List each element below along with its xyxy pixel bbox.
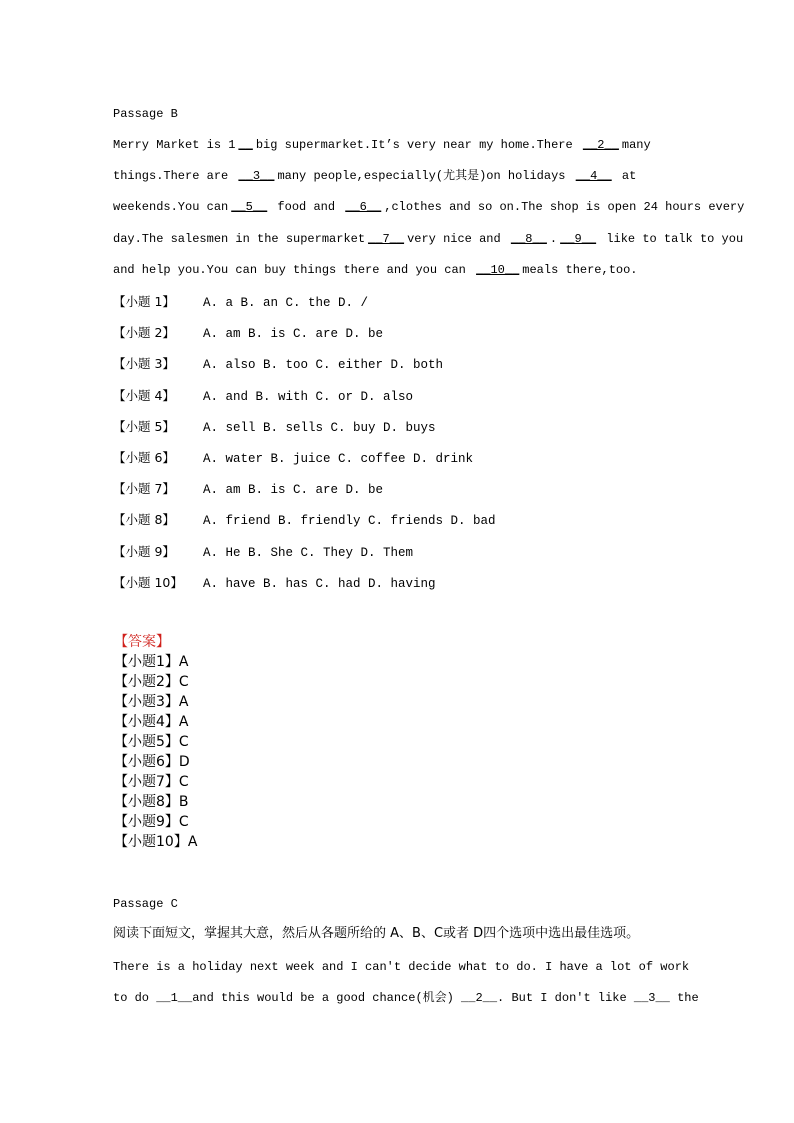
question-options: A. friend B. friendly C. friends D. bad bbox=[203, 514, 496, 528]
passage-b-line-3: weekends.You can __5__ food and __6__ ,clothes and so on.The shop is open 24 hours every bbox=[113, 200, 745, 214]
passage-b-line-5: and help you.You can buy things there and you can __10__ meals there,too. bbox=[113, 263, 638, 277]
question-options: A. water B. juice C. coffee D. drink bbox=[203, 452, 474, 466]
passage-c-instruction: 阅读下面短文，掌握其大意，然后从各题所给的 A、B、C或者 D四个选项中选出最佳选项。 bbox=[113, 926, 640, 941]
blank-2: __2__ bbox=[582, 138, 619, 152]
passage-b-line-1: Merry Market is 1 __ big supermarket.It’s very near my home.There __2__ many bbox=[113, 138, 651, 152]
blank-4: __4__ bbox=[575, 169, 612, 183]
question-options: A. and B. with C. or D. also bbox=[203, 390, 414, 404]
answer-item: 【小题5】C bbox=[114, 734, 189, 750]
passage-c-line-2: to do __1__and this would be a good chance(机会) __2__. But I don't like __3__ the bbox=[113, 991, 699, 1005]
question-options: A. a B. an C. the D. / bbox=[203, 296, 369, 310]
passage-c-line-1: There is a holiday next week and I can't decide what to do. I have a lot of work bbox=[113, 960, 690, 974]
answer-title: 【答案】 bbox=[114, 634, 170, 650]
passage-c-heading: Passage C bbox=[113, 897, 178, 911]
question-2 bbox=[113, 323, 383, 341]
blank-9: __9__ bbox=[560, 232, 597, 246]
blank-10: __10__ bbox=[476, 263, 520, 277]
question-9 bbox=[113, 542, 413, 560]
question-label: 【小题 1】 bbox=[113, 294, 175, 309]
answer-item: 【小题10】A bbox=[114, 834, 198, 850]
question-1 bbox=[113, 292, 368, 310]
question-label: 【小题 2】 bbox=[113, 325, 175, 340]
blank-5: __5__ bbox=[231, 200, 268, 214]
question-options: A. He B. She C. They D. Them bbox=[203, 546, 414, 560]
question-10 bbox=[113, 573, 436, 591]
passage-b-line-4: day.The salesmen in the supermarket __7__ very nice and __8__ . __9__ like to talk to you bbox=[113, 232, 744, 246]
answer-item: 【小题3】A bbox=[114, 694, 189, 710]
question-label: 【小题 6】 bbox=[113, 450, 175, 465]
question-label: 【小题 3】 bbox=[113, 356, 175, 371]
question-label: 【小题 10】 bbox=[113, 575, 183, 590]
question-label: 【小题 4】 bbox=[113, 388, 175, 403]
question-5 bbox=[113, 417, 436, 435]
question-3 bbox=[113, 354, 443, 372]
question-options: A. am B. is C. are D. be bbox=[203, 327, 384, 341]
question-options: A. also B. too C. either D. both bbox=[203, 358, 444, 372]
blank-3: __3__ bbox=[238, 169, 275, 183]
answer-item: 【小题7】C bbox=[114, 774, 189, 790]
answer-item: 【小题1】A bbox=[114, 654, 189, 670]
question-options: A. have B. has C. had D. having bbox=[203, 577, 436, 591]
question-7 bbox=[113, 479, 383, 497]
question-4 bbox=[113, 386, 413, 404]
answer-item: 【小题9】C bbox=[114, 814, 189, 830]
question-label: 【小题 8】 bbox=[113, 512, 175, 527]
answer-item: 【小题4】A bbox=[114, 714, 189, 730]
question-label: 【小题 5】 bbox=[113, 419, 175, 434]
question-options: A. am B. is C. are D. be bbox=[203, 483, 384, 497]
question-options: A. sell B. sells C. buy D. buys bbox=[203, 421, 436, 435]
question-label: 【小题 7】 bbox=[113, 481, 175, 496]
blank-8: __8__ bbox=[510, 232, 547, 246]
blank-1: __ bbox=[238, 138, 253, 152]
passage-b-line-2: things.There are __3__ many people,especially(尤其是)on holidays __4__ at bbox=[113, 169, 637, 183]
blank-7: __7__ bbox=[368, 232, 405, 246]
answer-item: 【小题2】C bbox=[114, 674, 189, 690]
question-8 bbox=[113, 510, 496, 528]
passage-b-heading: Passage B bbox=[113, 107, 178, 121]
blank-6: __6__ bbox=[345, 200, 382, 214]
answer-item: 【小题6】D bbox=[114, 754, 190, 770]
answer-item: 【小题8】B bbox=[114, 794, 189, 810]
question-label: 【小题 9】 bbox=[113, 544, 175, 559]
question-6 bbox=[113, 448, 473, 466]
